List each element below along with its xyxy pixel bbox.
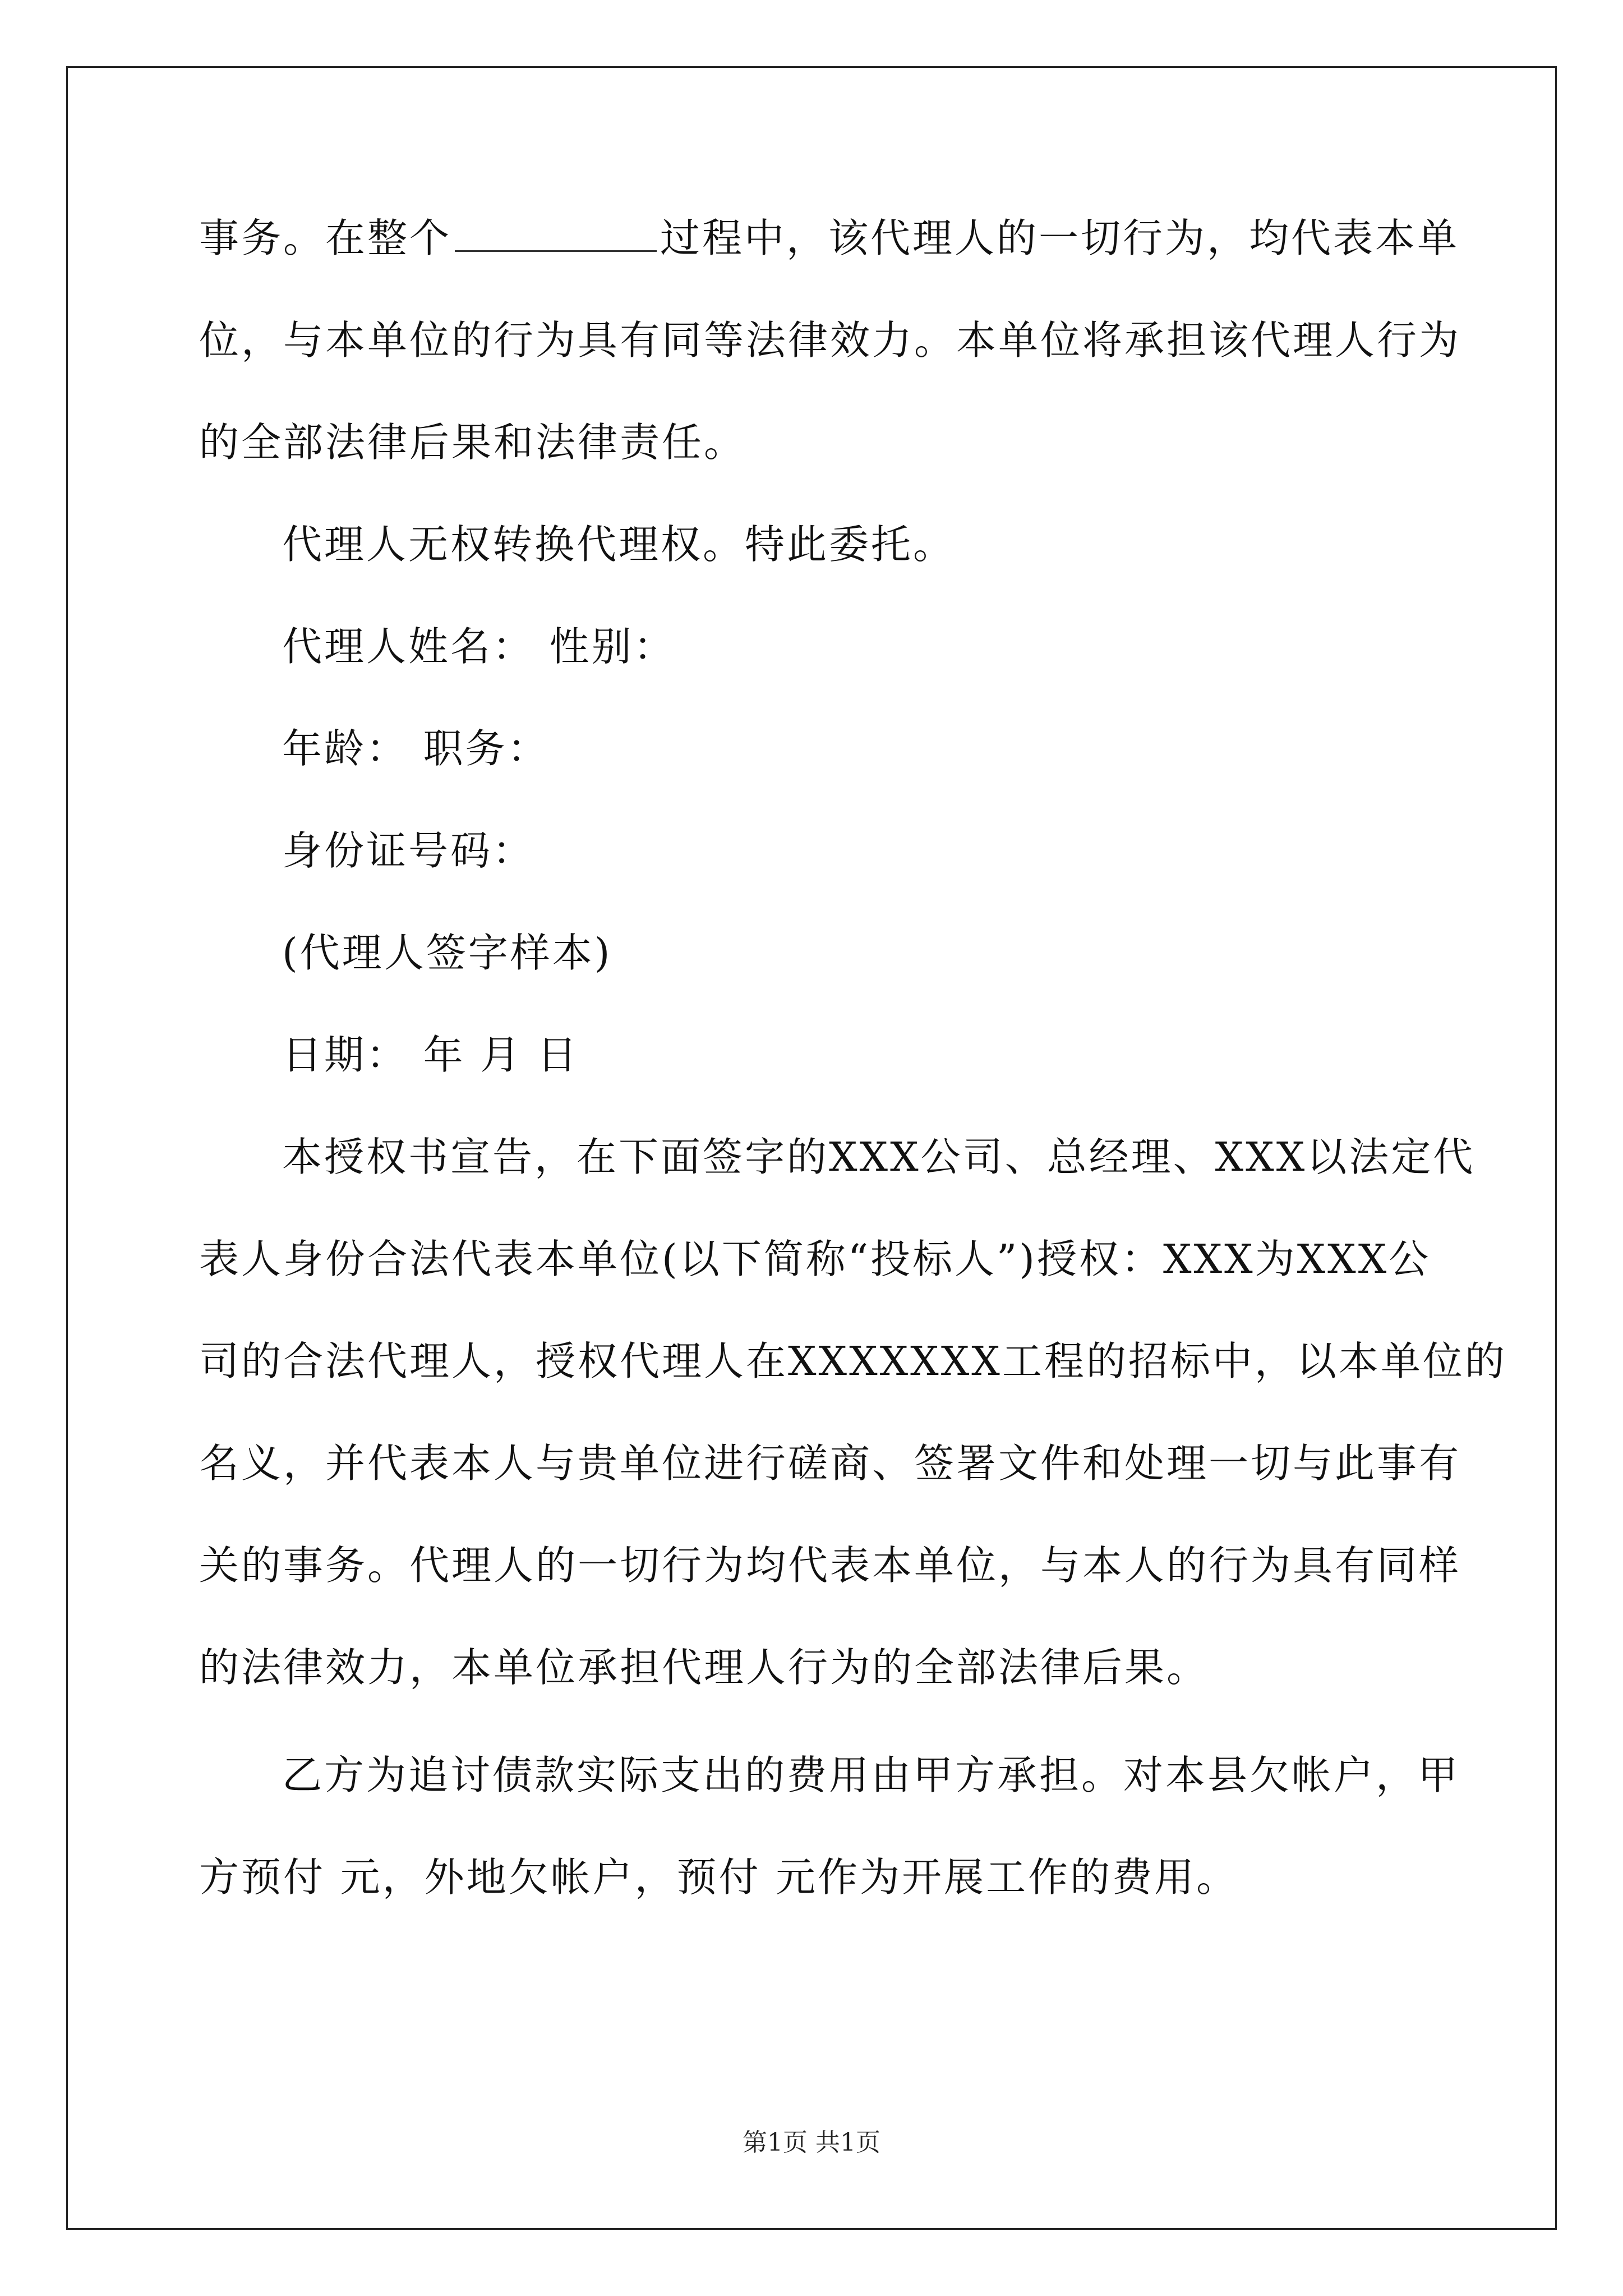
- text-line-3: 的全部法律后果和法律责任。: [199, 419, 746, 466]
- text-line-4: 代理人无权转换代理权。特此委托。: [282, 521, 956, 568]
- text-line-15: 的法律效力，本单位承担代理人行为的全部法律后果。: [199, 1644, 1209, 1691]
- text-line-13: 名义，并代表本人与贵单位进行磋商、签署文件和处理一切与此事有: [199, 1440, 1461, 1487]
- fill-blank: [455, 217, 657, 252]
- text-line-6: 年龄： 职务：: [282, 725, 550, 772]
- text-line-17: 方预付 元，外地欠帐户，预付 元作为开展工作的费用。: [199, 1854, 1239, 1901]
- text-line-9: 日期： 年 月 日: [282, 1032, 579, 1078]
- text-segment: 过程中，该代理人的一切行为，均代表本单: [660, 215, 1460, 261]
- text-line-12: 司的合法代理人，授权代理人在XXXXXXX工程的招标中，以本单位的: [199, 1338, 1507, 1384]
- text-line-1: [199, 208, 1459, 269]
- text-line-16: 乙方为追讨债款实际支出的费用由甲方承担。对本县欠帐户，甲: [282, 1752, 1460, 1798]
- text-line-11: 表人身份合法代表本单位(以下简称“投标人”)授权：XXX为XXX公: [199, 1236, 1431, 1282]
- text-line-7: 身份证号码：: [282, 827, 535, 874]
- text-line-8: (代理人签字样本): [282, 930, 612, 976]
- text-line-2: 位，与本单位的行为具有同等法律效力。本单位将承担该代理人行为: [199, 317, 1461, 364]
- text-line-5: 代理人姓名： 性别：: [282, 623, 676, 670]
- page-footer: 第1页 共1页: [743, 2128, 880, 2157]
- text-segment: 事务。在整个: [199, 215, 452, 261]
- text-line-10: 本授权书宣告，在下面签字的XXX公司、总经理、XXX以法定代: [282, 1134, 1476, 1180]
- text-line-14: 关的事务。代理人的一切行为均代表本单位，与本人的行为具有同样: [199, 1542, 1461, 1589]
